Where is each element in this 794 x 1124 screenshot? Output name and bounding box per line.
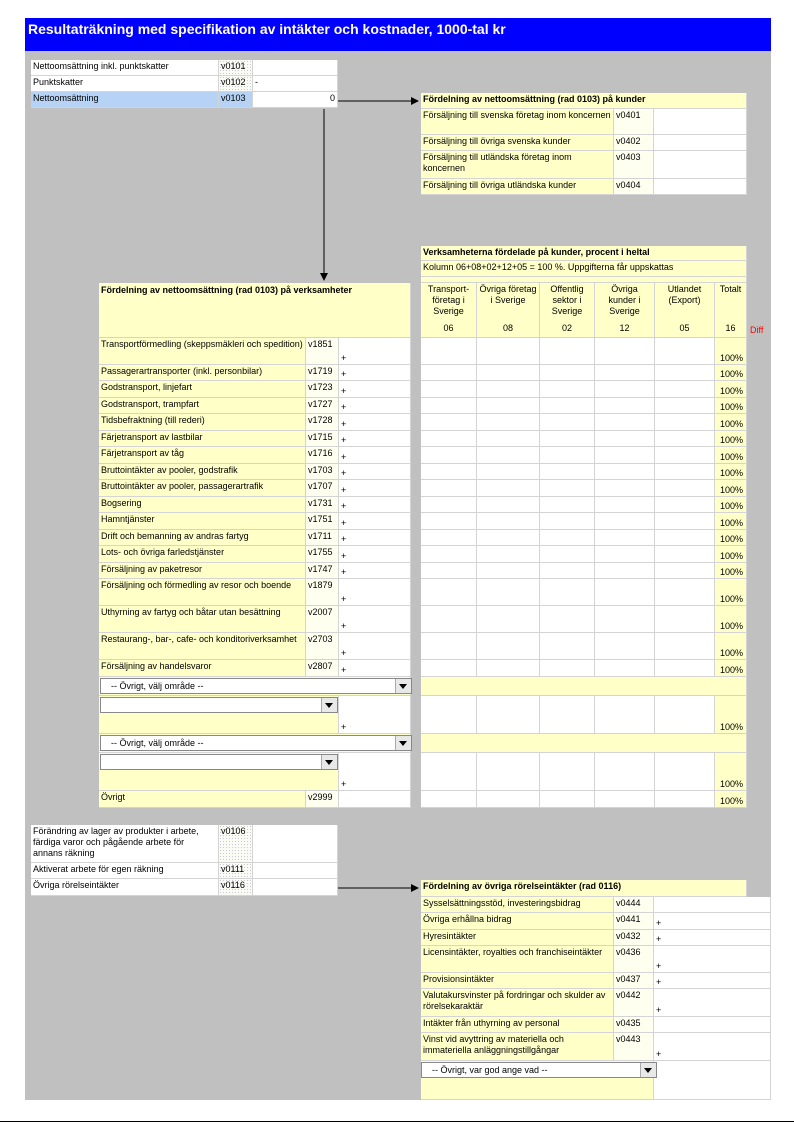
activity-label: Tidsbefraktning (till rederi) <box>99 414 306 431</box>
plus-sign: + <box>341 551 347 561</box>
row-code: v0111 <box>219 863 253 879</box>
column-code: 06 <box>443 323 454 333</box>
other-income-label: Provisionsintäkter <box>421 973 614 989</box>
plus-sign: + <box>341 369 347 379</box>
plus-sign: + <box>656 1005 662 1015</box>
activity-label: Bruttointäkter av pooler, passagerartrafik <box>99 480 306 497</box>
other-area-select-value: -- Övrigt, välj område -- <box>111 738 204 748</box>
total-value: 100% <box>719 621 743 631</box>
customer-label: Försäljning till svenska företag inom koncernen <box>421 109 614 135</box>
column-code: 08 <box>502 323 513 333</box>
activity-code: v1879 <box>306 579 339 606</box>
activity-code: v1715 <box>306 431 339 447</box>
plus-sign: + <box>341 386 347 396</box>
activity-label: Passagerartransporter (inkl. personbilar) <box>99 365 306 381</box>
activity-code: v1723 <box>306 381 339 398</box>
plus-sign: + <box>656 961 662 971</box>
column-label: Övriga företag i Sverige <box>479 284 537 305</box>
plus-sign: + <box>341 518 347 528</box>
other-income-label: Vinst vid avyttring av materiella och immateriella anläggningstillgångar <box>421 1033 614 1061</box>
plus-sign: + <box>341 621 347 631</box>
activity-label: Övrigt <box>99 791 306 808</box>
other-income-label: Hyresintäkter <box>421 930 614 946</box>
row-code: v0103 <box>219 92 253 108</box>
other-income-code: v0437 <box>614 973 654 989</box>
plus-sign: + <box>341 353 347 363</box>
other-income-label: Intäkter från uthyrning av personal <box>421 1017 614 1033</box>
total-value: 100% <box>719 435 743 445</box>
value-input[interactable]: - <box>253 76 338 92</box>
row-code: v0106 <box>219 825 253 863</box>
total-value: 100% <box>719 485 743 495</box>
customers-header: Fördelning av nettoomsättning (rad 0103) på kunder <box>421 93 747 109</box>
plus-sign: + <box>341 534 347 544</box>
other-income-code: v0443 <box>614 1033 654 1061</box>
activity-label: Godstransport, trampfart <box>99 398 306 414</box>
activities-right-header: Verksamheterna fördelade på kunder, procent i heltal <box>421 246 747 261</box>
other-income-code: v0436 <box>614 946 654 973</box>
plus-sign: + <box>341 435 347 445</box>
activity-code: v2807 <box>306 660 339 677</box>
total-value: 100% <box>719 402 743 412</box>
total-value: 100% <box>719 567 743 577</box>
other-income-code: v0442 <box>614 989 654 1017</box>
activity-code: v1711 <box>306 530 339 546</box>
other-income-code: v0441 <box>614 913 654 930</box>
total-value: 100% <box>719 722 743 732</box>
activity-label: Försäljning av paketresor <box>99 563 306 579</box>
row-label: Aktiverat arbete för egen räkning <box>31 863 219 879</box>
diff-label: Diff <box>750 325 764 335</box>
activity-code: v1747 <box>306 563 339 579</box>
plus-sign: + <box>656 1049 662 1059</box>
column-code: 12 <box>619 323 630 333</box>
total-value: 100% <box>719 594 743 604</box>
total-value: 100% <box>719 468 743 478</box>
total-value: 100% <box>719 648 743 658</box>
activity-code: v1851 <box>306 338 339 365</box>
activity-code: v1707 <box>306 480 339 497</box>
other-income-header: Fördelning av övriga rörelseintäkter (rad 0116) <box>421 880 747 897</box>
column-code: 05 <box>679 323 690 333</box>
row-label: Nettoomsättning inkl. punktskatter <box>31 60 219 76</box>
column-label: Övriga kunder i Sverige <box>608 284 641 316</box>
activity-code: v1751 <box>306 513 339 530</box>
row-code: v0101 <box>219 60 253 76</box>
activity-label: Hamntjänster <box>99 513 306 530</box>
plus-sign: + <box>341 648 347 658</box>
activity-code: v1719 <box>306 365 339 381</box>
plus-sign: + <box>341 468 347 478</box>
column-code: 02 <box>561 323 572 333</box>
total-value: 100% <box>719 551 743 561</box>
row-label: Punktskatter <box>31 76 219 92</box>
total-value: 100% <box>719 518 743 528</box>
activity-label: Drift och bemanning av andras fartyg <box>99 530 306 546</box>
row-label: Förändring av lager av produkter i arbete, färdiga varor och pågående arbete för annans räkning <box>31 825 219 863</box>
activity-label: Uthyrning av fartyg och båtar utan besättning <box>99 606 306 633</box>
other-income-code: v0444 <box>614 897 654 913</box>
plus-sign: + <box>656 934 662 944</box>
activity-label: Bruttointäkter av pooler, godstrafik <box>99 464 306 480</box>
plus-sign: + <box>341 779 347 789</box>
plus-sign: + <box>341 501 347 511</box>
column-label: Utlandet (Export) <box>667 284 702 305</box>
total-value: 100% <box>719 452 743 462</box>
activity-code: v1728 <box>306 414 339 431</box>
total-value: 100% <box>719 796 743 806</box>
other-income-label: Valutakursvinster på fordringar och skulder av rörelsekaraktär <box>421 989 614 1017</box>
activity-code: v2007 <box>306 606 339 633</box>
activity-code: v1716 <box>306 447 339 464</box>
plus-sign: + <box>341 722 347 732</box>
activity-label: Bogsering <box>99 497 306 513</box>
value-input[interactable]: 0 <box>253 92 338 108</box>
other-income-label: Övriga erhållna bidrag <box>421 913 614 930</box>
customer-label: Försäljning till utländska företag inom koncernen <box>421 151 614 179</box>
row-label: Övriga rörelseintäkter <box>31 879 219 896</box>
activities-header: Fördelning av nettoomsättning (rad 0103) på verksamheter <box>99 283 411 338</box>
total-value: 100% <box>719 419 743 429</box>
plus-sign: + <box>656 977 662 987</box>
plus-sign: + <box>341 567 347 577</box>
other-income-label: Sysselsättningsstöd, investeringsbidrag <box>421 897 614 913</box>
column-label: Offentlig sektor i Sverige <box>550 284 584 316</box>
customer-code: v0404 <box>614 179 654 195</box>
plus-sign: + <box>341 402 347 412</box>
page-title: Resultaträkning med specifikation av intäkter och kostnader, 1000-tal kr <box>25 18 771 51</box>
row-code: v0116 <box>219 879 253 896</box>
customer-label: Försäljning till övriga svenska kunder <box>421 135 614 151</box>
row-label: Nettoomsättning <box>31 92 219 108</box>
other-income-label: Licensintäkter, royalties och franchiseintäkter <box>421 946 614 973</box>
activity-code: v2999 <box>306 791 339 808</box>
customer-code: v0401 <box>614 109 654 135</box>
activity-label: Färjetransport av lastbilar <box>99 431 306 447</box>
page-bottom-line <box>0 1121 794 1122</box>
other-income-code: v0435 <box>614 1017 654 1033</box>
customer-label: Försäljning till övriga utländska kunder <box>421 179 614 195</box>
activity-label: Färjetransport av tåg <box>99 447 306 464</box>
column-code: 16 <box>725 323 736 333</box>
total-value: 100% <box>719 534 743 544</box>
row-code: v0102 <box>219 76 253 92</box>
total-value: 100% <box>719 779 743 789</box>
total-value: 100% <box>719 353 743 363</box>
activity-label: Restaurang-, bar-, cafe- och konditoriverksamhet <box>99 633 306 660</box>
other-income-select-value: -- Övrigt, var god ange vad -- <box>432 1065 548 1075</box>
plus-sign: + <box>341 452 347 462</box>
other-area-select-value: -- Övrigt, välj område -- <box>111 681 204 691</box>
column-label: Totalt <box>719 284 742 294</box>
plus-sign: + <box>341 485 347 495</box>
total-value: 100% <box>719 665 743 675</box>
total-value: 100% <box>719 369 743 379</box>
activity-label: Försäljning och förmedling av resor och boende <box>99 579 306 606</box>
activity-label: Försäljning av handelsvaror <box>99 660 306 677</box>
plus-sign: + <box>341 594 347 604</box>
customer-code: v0403 <box>614 151 654 179</box>
total-value: 100% <box>719 501 743 511</box>
activity-label: Transportförmedling (skeppsmäkleri och spedition) <box>99 338 306 365</box>
activity-code: v1727 <box>306 398 339 414</box>
activity-code: v1731 <box>306 497 339 513</box>
activity-label: Godstransport, linjefart <box>99 381 306 398</box>
column-label: Transport-företag i Sverige <box>427 284 470 316</box>
activity-code: v1755 <box>306 546 339 563</box>
plus-sign: + <box>341 419 347 429</box>
activities-right-subheader: Kolumn 06+08+02+12+05 = 100 %. Uppgifterna får uppskattas <box>421 261 747 277</box>
customer-code: v0402 <box>614 135 654 151</box>
activity-code: v1703 <box>306 464 339 480</box>
activity-label: Lots- och övriga farledstjänster <box>99 546 306 563</box>
other-income-code: v0432 <box>614 930 654 946</box>
total-value: 100% <box>719 386 743 396</box>
activity-code: v2703 <box>306 633 339 660</box>
plus-sign: + <box>656 918 662 928</box>
plus-sign: + <box>341 665 347 675</box>
